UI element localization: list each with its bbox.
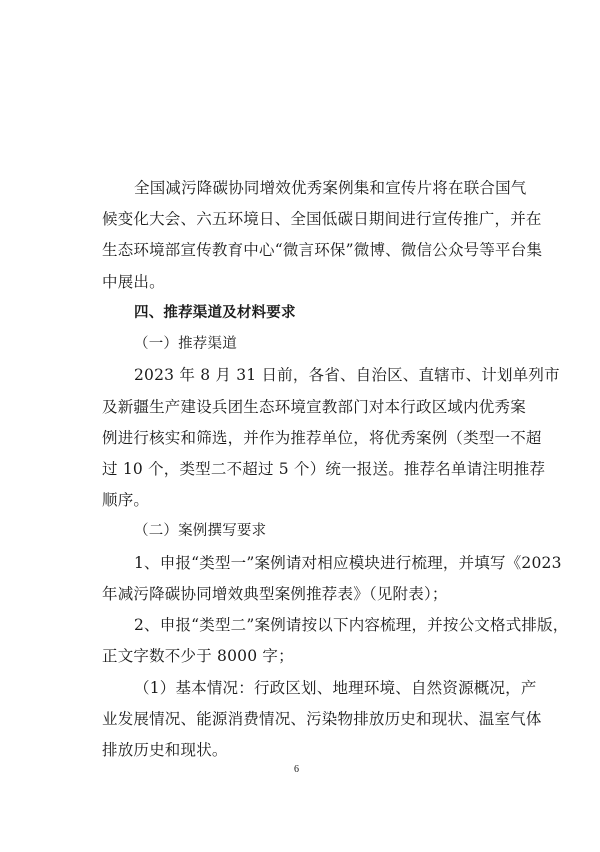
subitem-1-line-1: （1）基本情况：行政区划、地理环境、自然资源概况，产 — [134, 679, 537, 697]
paragraph-2-line-1: 2023 年 8 月 31 日前，各省、自治区、直辖市、计划单列市 — [134, 366, 560, 384]
subitem-1-line-2: 业发展情况、能源消费情况、污染物排放历史和现状、温室气体 — [102, 710, 542, 728]
paragraph-2-line-3: 例进行核实和筛选，并作为推荐单位，将优秀案例（类型一不超 — [102, 429, 542, 447]
section-heading-4: 四、推荐渠道及材料要求 — [134, 305, 296, 321]
paragraph-1-line-3: 生态环境部宣传教育中心“微言环保”微博、微信公众号等平台集 — [102, 241, 543, 259]
item-1-line-1: 1、申报“类型一”案例请对相应模块进行梳理，并填写《2023 — [134, 554, 562, 572]
subitem-1-line-3: 排放历史和现状。 — [102, 741, 228, 759]
paragraph-1-line-4: 中展出。 — [102, 273, 165, 291]
subheading-1: （一）推荐渠道 — [134, 336, 237, 352]
paragraph-1-line-1: 全国减污降碳协同增效优秀案例集和宣传片将在联合国气 — [134, 179, 527, 197]
item-2-line-2: 正文字数不少于 8000 字； — [102, 647, 294, 665]
item-2-line-1: 2、申报“类型二”案例请按以下内容梳理，并按公文格式排版， — [134, 616, 569, 634]
subheading-2: （二）案例撰写要求 — [134, 523, 267, 539]
paragraph-1-line-2: 候变化大会、六五环境日、全国低碳日期间进行宣传推广，并在 — [102, 210, 542, 228]
paragraph-2-line-2: 及新疆生产建设兵团生态环境宣教部门对本行政区域内优秀案 — [102, 398, 526, 416]
item-1-line-2: 年减污降碳协同增效典型案例推荐表》（见附表）； — [102, 585, 448, 603]
page-number: 6 — [294, 764, 299, 775]
paragraph-2-line-4: 过 10 个，类型二不超过 5 个）统一报送。推荐名单请注明推荐 — [102, 460, 546, 478]
paragraph-2-line-5: 顺序。 — [102, 491, 150, 509]
